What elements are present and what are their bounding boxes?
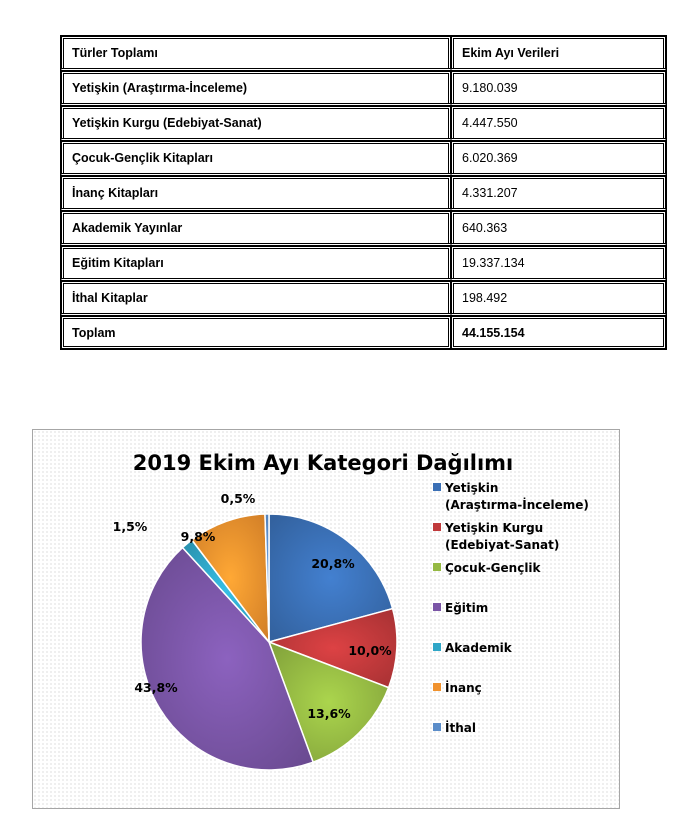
table-row	[61, 281, 666, 316]
pie-chart	[33, 430, 619, 808]
legend-item	[433, 680, 482, 695]
data-label: 0,5%	[220, 491, 256, 506]
pie-chart-container	[32, 429, 620, 809]
header-cell: Türler Toplamı	[61, 36, 451, 71]
value-cell: 4.447.550	[451, 106, 666, 141]
legend-item	[433, 481, 589, 512]
legend-label: Yetişkin Kurgu	[445, 521, 544, 535]
value-cell: 198.492	[451, 281, 666, 316]
data-label: 1,5%	[112, 519, 148, 534]
category-cell: Çocuk-Gençlik Kitapları	[61, 141, 451, 176]
legend-label: (Araştırma-İnceleme)	[445, 498, 589, 512]
category-cell: Toplam	[61, 316, 451, 349]
legend-swatch	[433, 683, 441, 691]
table-row	[61, 246, 666, 281]
legend-item	[433, 561, 542, 575]
table-total-row	[61, 316, 666, 349]
category-cell: Yetişkin (Araştırma-İnceleme)	[61, 71, 451, 106]
data-label: 43,8%	[134, 680, 178, 695]
category-cell: Akademik Yayınlar	[61, 211, 451, 246]
category-cell: Eğitim Kitapları	[61, 246, 451, 281]
table-row	[61, 176, 666, 211]
legend-label: Çocuk-Gençlik	[445, 561, 541, 575]
legend-swatch	[433, 603, 441, 611]
header-cell: Ekim Ayı Verileri	[451, 36, 666, 71]
book-category-table	[60, 35, 667, 350]
legend-label: İthal	[445, 721, 476, 735]
data-label: 9,8%	[180, 529, 216, 544]
category-cell: İnanç Kitapları	[61, 176, 451, 211]
value-cell: 9.180.039	[451, 71, 666, 106]
legend-label: Eğitim	[445, 601, 489, 615]
value-cell: 6.020.369	[451, 141, 666, 176]
legend-item	[433, 601, 488, 615]
legend-swatch	[433, 643, 441, 651]
legend-label: İnanç	[445, 681, 482, 695]
legend-swatch	[433, 723, 441, 731]
table-row	[61, 106, 666, 141]
chart-title: 2019 Ekim Ayı Kategori Dağılımı	[132, 451, 514, 475]
table-row	[61, 141, 666, 176]
legend-item	[433, 720, 476, 735]
legend-label: Akademik	[445, 641, 512, 655]
value-cell: 4.331.207	[451, 176, 666, 211]
legend-swatch	[433, 563, 441, 571]
value-cell: 19.337.134	[451, 246, 666, 281]
table-row	[61, 211, 666, 246]
category-cell: İthal Kitaplar	[61, 281, 451, 316]
legend-swatch	[433, 483, 441, 491]
legend-swatch	[433, 523, 441, 531]
legend-item	[433, 641, 513, 655]
data-label: 10,0%	[348, 643, 392, 658]
table-row	[61, 71, 666, 106]
value-cell: 44.155.154	[451, 316, 666, 349]
legend-item	[433, 521, 559, 552]
legend-label: Yetişkin	[445, 481, 499, 495]
data-label: 13,6%	[307, 706, 351, 721]
table-header-row	[61, 36, 666, 71]
legend-label: (Edebiyat-Sanat)	[445, 538, 560, 552]
category-cell: Yetişkin Kurgu (Edebiyat-Sanat)	[61, 106, 451, 141]
value-cell: 640.363	[451, 211, 666, 246]
data-label: 20,8%	[311, 556, 355, 571]
